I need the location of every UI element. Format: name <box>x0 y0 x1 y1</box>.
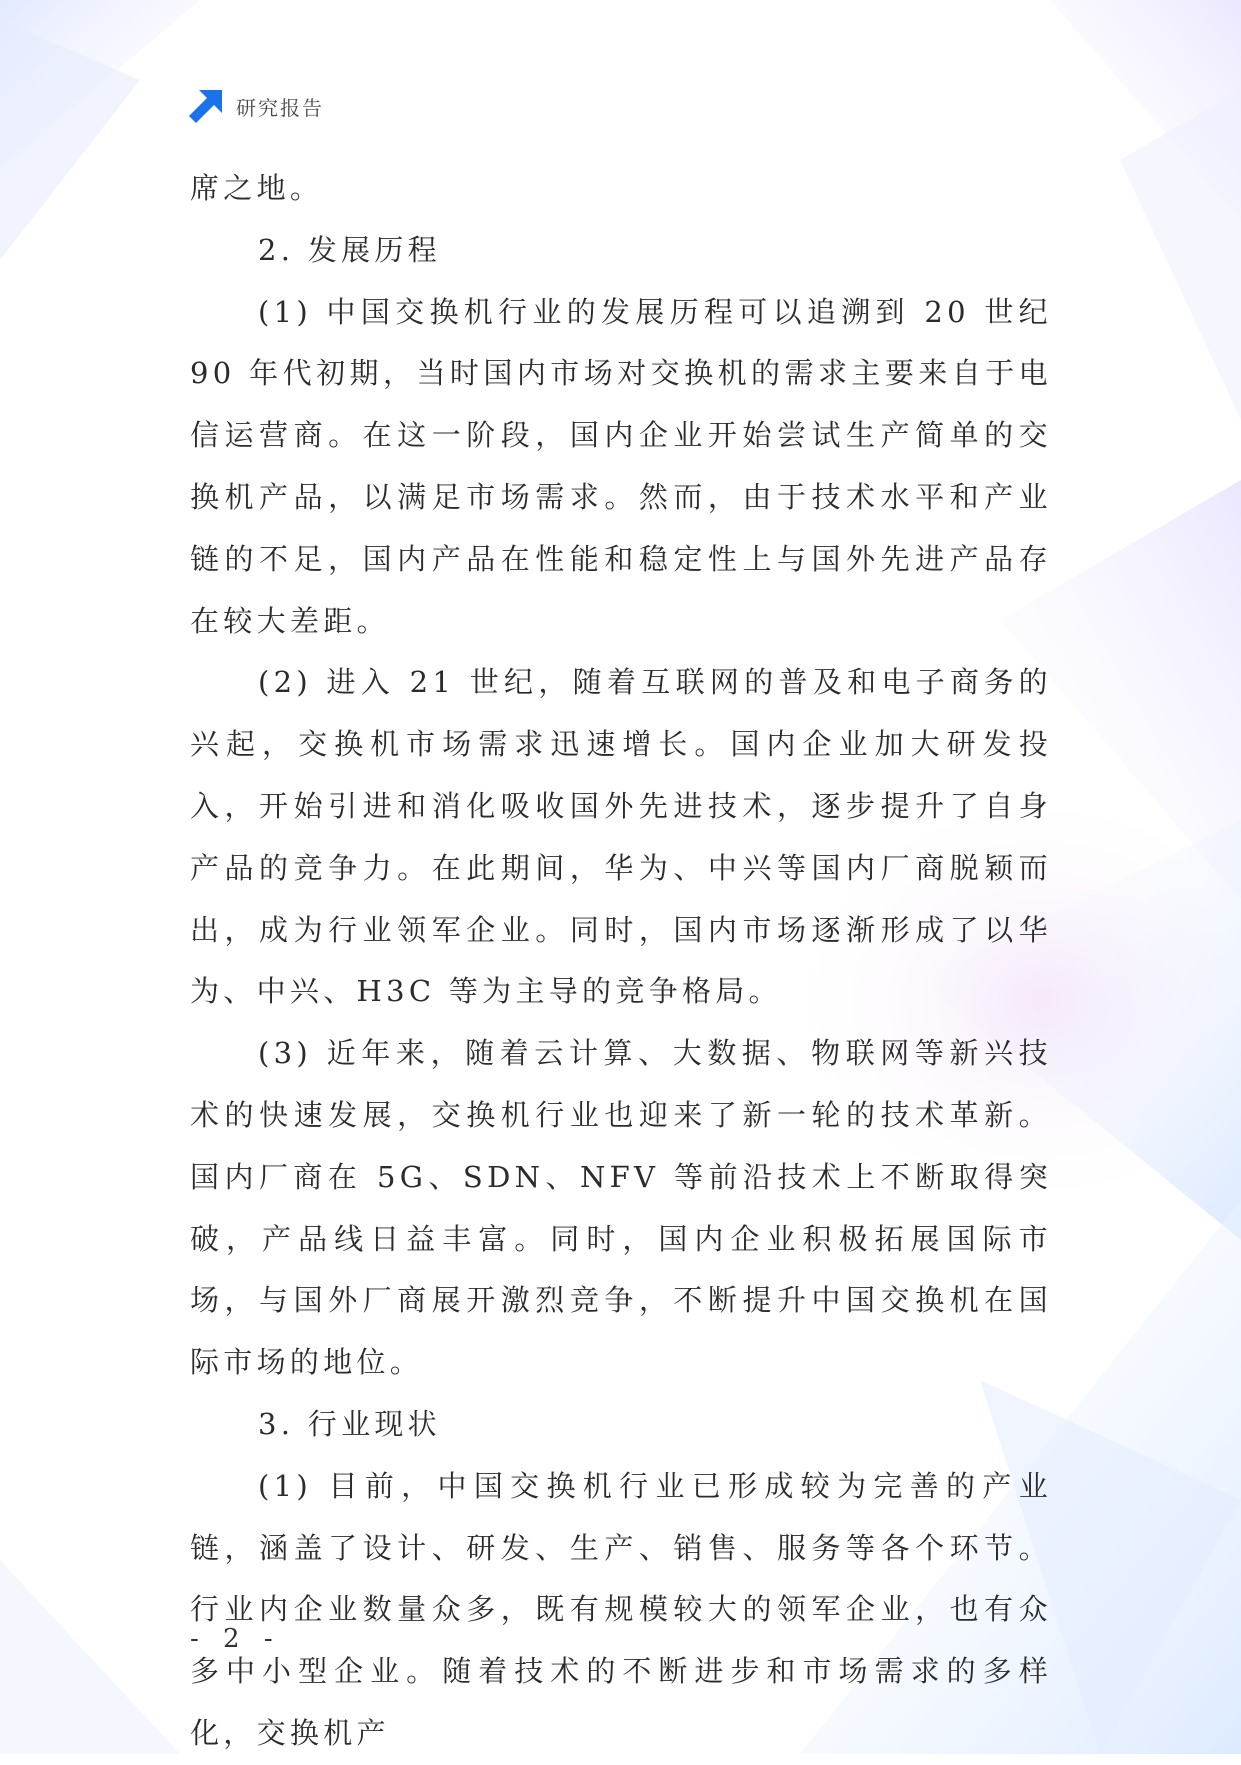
paragraph-development-3: (3) 近年来，随着云计算、大数据、物联网等新兴技术的快速发展，交换机行业也迎来了新一轮的技术革新。国内厂商在 5G、SDN、NFV 等前沿技术上不断取得突破，产品线日益丰富。同时，国内企业积极拓展国际市场，与国外厂商展开激烈竞争，不断提升中国交换机在国际市场的地位。 <box>190 1036 1052 1380</box>
report-header <box>188 88 324 124</box>
paragraph-development-1: (1) 中国交换机行业的发展历程可以追溯到 20 世纪 90 年代初期，当时国内市场对交换机的需求主要来自于电信运营商。在这一阶段，国内企业开始尝试生产简单的交换机产品，以满足市场需求。然而，由于技术水平和产业链的不足，国内产品在性能和稳定性上与国外先进产品存在较大差距。 <box>190 294 1052 638</box>
section-heading-status: 3. 行业现状 <box>258 1406 441 1441</box>
brand-label: 研究报告 <box>236 95 324 120</box>
paragraph-continuation: 席之地。 <box>190 171 324 205</box>
arrow-up-right-icon <box>188 88 224 124</box>
section-heading-development: 2. 发展历程 <box>258 232 441 267</box>
paragraph-development-2: (2) 进入 21 世纪，随着互联网的普及和电子商务的兴起，交换机市场需求迅速增长。国内企业加大研发投入，开始引进和消化吸收国外先进技术，逐步提升了自身产品的竞争力。在此期间，华为、中兴等国内厂商脱颖而出，成为行业领军企业。同时，国内市场逐渐形成了以华为、中兴、H3C 等为主导的竞争格局。 <box>190 665 1052 1009</box>
paragraph-status-1: (1) 目前，中国交换机行业已形成较为完善的产业链，涵盖了设计、研发、生产、销售、服务等各个环节。行业内企业数量众多，既有规模较大的领军企业，也有众多中小型企业。随着技术的不断进步和市场需求的多样化，交换机产 <box>190 1468 1052 1750</box>
document-body <box>190 158 1052 1765</box>
page-number: - 2 - <box>190 1624 281 1654</box>
